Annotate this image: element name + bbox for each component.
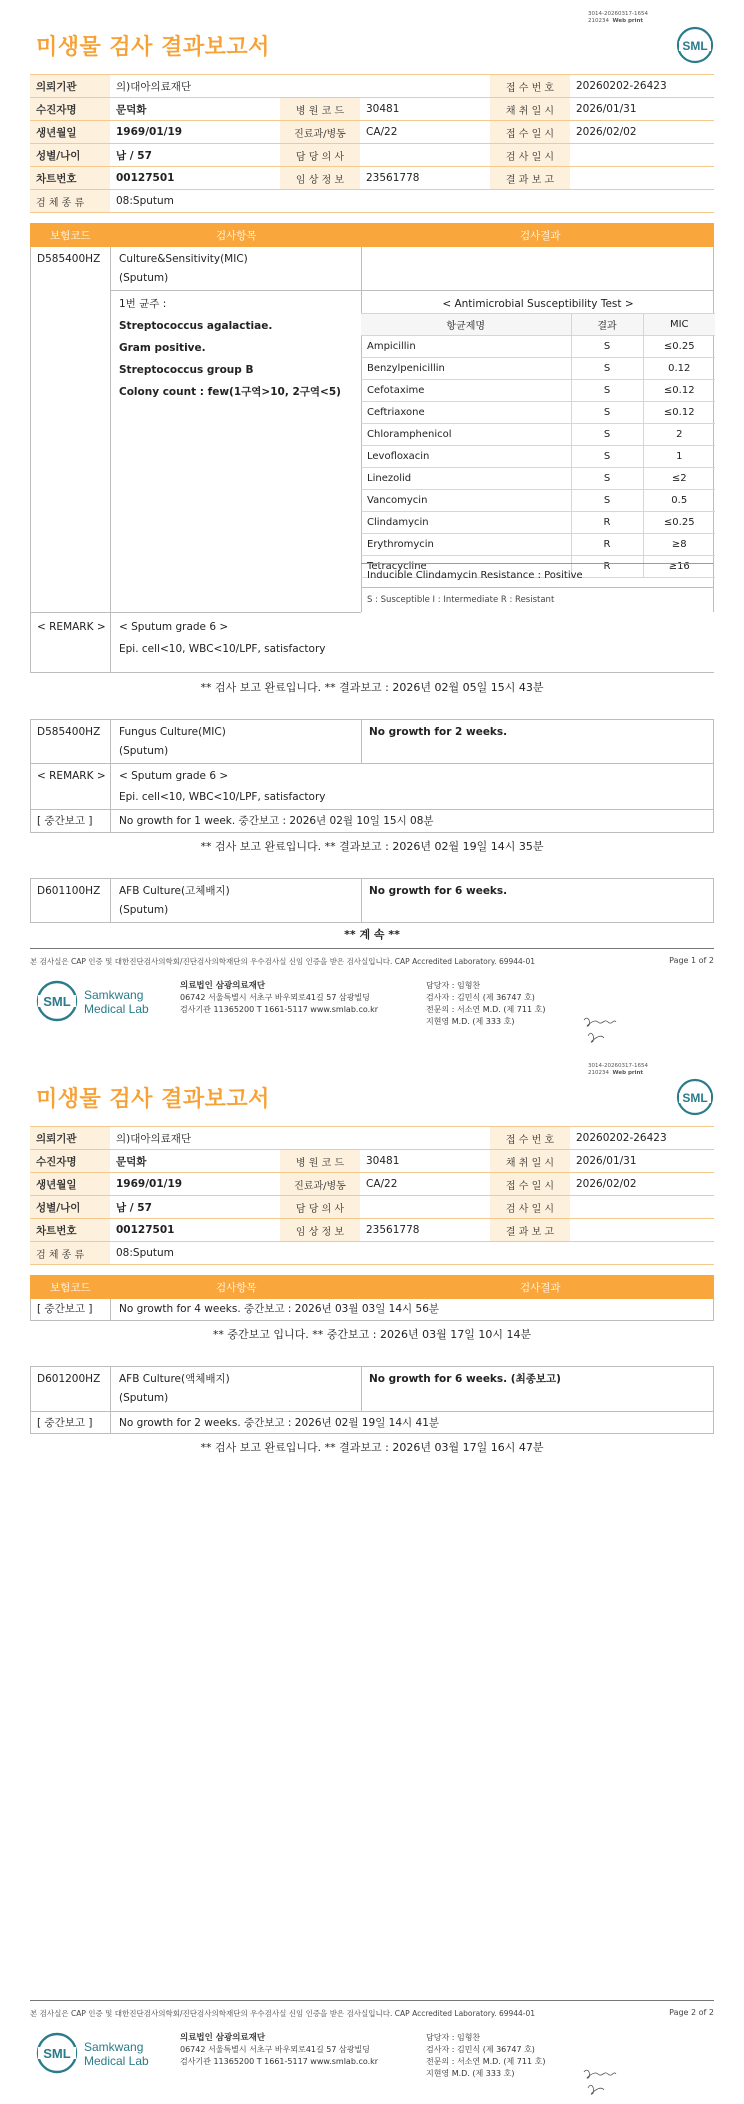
- stamp-id-2: 3014-20260317-1654: [588, 1063, 648, 1069]
- value-hospital: 의)대아의료재단: [110, 75, 490, 98]
- drug-name: Erythromycin: [361, 534, 571, 556]
- culture-remark-1: < Sputum grade 6 >: [119, 621, 229, 633]
- staff-charge: 담당자 : 임형찬: [426, 981, 481, 990]
- value-dob-2: 1969/01/19: [110, 1173, 280, 1196]
- fungus-specimen: (Sputum): [119, 745, 169, 757]
- footer-logo-name1: Samkwang: [84, 988, 144, 1002]
- fungus-name: Fungus Culture(MIC): [119, 726, 226, 738]
- afb-liquid-interim-label: [ 중간보고 ]: [37, 1417, 93, 1429]
- afb-solid-block: [30, 878, 714, 923]
- value-chart-2: 00127501: [110, 1219, 280, 1242]
- drug-name: Ceftriaxone: [361, 402, 571, 424]
- drug-name: Vancomycin: [361, 490, 571, 512]
- afb-solid-interim-block: [30, 1299, 714, 1321]
- value-recv-no: 20260202-26423: [570, 75, 714, 98]
- label-hospital-2: 의뢰기관: [30, 1127, 110, 1150]
- value-sex-2: 남 / 57: [110, 1196, 280, 1219]
- label-test-date-2: 검 사 일 시: [490, 1196, 570, 1219]
- stamp-code: 210234: [588, 18, 610, 24]
- culture-done: ** 검사 보고 완료입니다. ** 결과보고 : 2026년 02월 05일 15시 43분: [200, 681, 544, 694]
- label-test-date: 검 사 일 시: [490, 144, 570, 167]
- drug-mic: ≤2: [643, 468, 715, 490]
- drug-result: S: [571, 446, 643, 468]
- label-recv-date-2: 접 수 일 시: [490, 1173, 570, 1196]
- value-dept: CA/22: [360, 121, 490, 144]
- organism-gram: Gram positive.: [119, 342, 206, 354]
- signature-icon-2: [580, 2062, 620, 2098]
- drug-result: S: [571, 424, 643, 446]
- footer-logo-mark-2: SML: [43, 2046, 71, 2061]
- drug-result: S: [571, 336, 643, 358]
- value-dob: 1969/01/19: [110, 121, 280, 144]
- drug-name: Tetracycline: [361, 556, 571, 578]
- footer-logo-name2: Medical Lab: [84, 1002, 149, 1016]
- sml-logo-text-2: SML: [682, 1091, 708, 1105]
- value-recv-date: 2026/02/02: [570, 121, 714, 144]
- label-specimen: 검 체 종 류: [30, 190, 110, 213]
- afb-solid-name: AFB Culture(고체배지): [119, 885, 230, 897]
- drug-result: R: [571, 556, 643, 578]
- drug-result: R: [571, 512, 643, 534]
- label-dept-2: 진료과/병동: [280, 1173, 360, 1196]
- value-chart: 00127501: [110, 167, 280, 190]
- sml-logo-icon-2: [676, 1078, 714, 1116]
- label-clinical: 임 상 정 보: [280, 167, 360, 190]
- value-clinical: 23561778: [360, 167, 490, 190]
- value-specimen-2: 08:Sputum: [110, 1242, 714, 1265]
- footer-logo-name1-2: Samkwang: [84, 2040, 144, 2054]
- report-page-2: [0, 1052, 744, 2104]
- drug-row: [361, 424, 715, 446]
- stamp-web-print: Web print: [612, 18, 644, 24]
- print-stamp-2: [588, 1063, 648, 1077]
- value-report: [570, 167, 714, 190]
- stamp-code-2: 210234: [588, 1070, 610, 1076]
- drug-row: [361, 358, 715, 380]
- label-collect-2: 채 취 일 시: [490, 1150, 570, 1173]
- drug-mic: ≥16: [643, 556, 715, 578]
- label-name-2: 수진자명: [30, 1150, 110, 1173]
- drug-result: S: [571, 358, 643, 380]
- value-hosp-code: 30481: [360, 98, 490, 121]
- fungus-code: D585400HZ: [37, 726, 101, 738]
- label-dob-2: 생년월일: [30, 1173, 110, 1196]
- drug-name: Ampicillin: [361, 336, 571, 358]
- header-code: 보험코드: [50, 230, 91, 242]
- stamp-web-print-2: Web print: [612, 1070, 644, 1076]
- page-title-2: 미생물 검사 결과보고서: [36, 1087, 270, 1112]
- p2-interim: No growth for 4 weeks. 중간보고 : 2026년 03월 03일 14시 56분: [119, 1303, 440, 1315]
- staff-charge-2: 담당자 : 임형찬: [426, 2033, 481, 2042]
- label-sex: 성별/나이: [30, 144, 110, 167]
- drug-row: [361, 380, 715, 402]
- label-chart-2: 차트번호: [30, 1219, 110, 1242]
- footer-note-2: 본 검사실은 CAP 인증 및 대한진단검사의학회/진단검사의학재단의 우수검사실 신임 인증을 받은 검사실입니다. CAP Accredited Laboratory. 69944-01: [30, 2009, 536, 2018]
- drug-mic: ≥8: [643, 534, 715, 556]
- culture-name: Culture&Sensitivity(MIC): [119, 253, 248, 265]
- header-item-2: 검사항목: [216, 1282, 257, 1294]
- drug-row: [361, 402, 715, 424]
- footer-org-no: 검사기관 11365200 T 1661-5117 www.smlab.co.kr: [180, 1005, 379, 1014]
- afb-liquid-interim: No growth for 2 weeks. 중간보고 : 2026년 02월 19일 14시 41분: [119, 1417, 440, 1429]
- organism-name: Streptococcus agalactiae.: [119, 320, 273, 332]
- drug-row: [361, 336, 715, 358]
- drug-result: S: [571, 380, 643, 402]
- footer-logo-icon-2: [36, 2030, 156, 2076]
- footer-address: [180, 980, 378, 1016]
- patient-info-table: [30, 74, 714, 213]
- culture-code: D585400HZ: [37, 253, 101, 265]
- value-dept-2: CA/22: [360, 1173, 490, 1196]
- drug-name: Clindamycin: [361, 512, 571, 534]
- p2-interim-done: ** 중간보고 입니다. ** 중간보고 : 2026년 03월 17일 10시 14분: [212, 1328, 532, 1341]
- sir-legend: S : Susceptible I : Intermediate R : Resistant: [367, 595, 555, 605]
- sml-logo-text: SML: [682, 39, 708, 53]
- drug-mic: ≤0.25: [643, 336, 715, 358]
- afb-solid-specimen: (Sputum): [119, 904, 169, 916]
- signature-icon: [580, 1010, 620, 1046]
- afb-liquid-result: No growth for 6 weeks. (최종보고): [369, 1373, 561, 1385]
- value-collect: 2026/01/31: [570, 98, 714, 121]
- culture-block: [30, 247, 714, 673]
- label-doctor-2: 담 당 의 사: [280, 1196, 360, 1219]
- label-hosp-code: 병 원 코 드: [280, 98, 360, 121]
- drug-row: [361, 490, 715, 512]
- header-item: 검사항목: [216, 230, 257, 242]
- value-test-date-2: [570, 1196, 714, 1219]
- drug-mic: 0.12: [643, 358, 715, 380]
- drug-mic: 2: [643, 424, 715, 446]
- drug-mic: 1: [643, 446, 715, 468]
- label-dob: 생년월일: [30, 121, 110, 144]
- label-report-2: 결 과 보 고: [490, 1219, 570, 1242]
- value-doctor-2: [360, 1196, 490, 1219]
- value-recv-date-2: 2026/02/02: [570, 1173, 714, 1196]
- drug-mic: 0.5: [643, 490, 715, 512]
- drug-name: Chloramphenicol: [361, 424, 571, 446]
- afb-liquid-code: D601200HZ: [37, 1373, 101, 1385]
- value-report-2: [570, 1219, 714, 1242]
- value-test-date: [570, 144, 714, 167]
- label-specimen-2: 검 체 종 류: [30, 1242, 110, 1265]
- footer-logo-mark: SML: [43, 994, 71, 1009]
- culture-remark-label: < REMARK >: [37, 621, 106, 633]
- footer-logo-icon: [36, 978, 156, 1024]
- value-sex: 남 / 57: [110, 144, 280, 167]
- staff-tester-2: 검사자 : 김민식 (제 36747 호): [426, 2045, 535, 2054]
- fungus-remark-label: < REMARK >: [37, 770, 106, 782]
- value-name: 문덕화: [110, 98, 280, 121]
- footer-org-no-2: 검사기관 11365200 T 1661-5117 www.smlab.co.kr: [180, 2057, 379, 2066]
- header-result-2: 검사결과: [520, 1282, 561, 1294]
- afb-liquid-done: ** 검사 보고 완료입니다. ** 결과보고 : 2026년 03월 17일 16시 47분: [200, 1441, 544, 1454]
- fungus-remark-2: Epi. cell<10, WBC<10/LPF, satisfactory: [119, 791, 326, 803]
- fungus-interim-label: [ 중간보고 ]: [37, 815, 93, 827]
- value-specimen: 08:Sputum: [110, 190, 714, 213]
- staff-specialist-2: 지현영 M.D. (제 333 호): [426, 1017, 515, 1026]
- sml-logo-icon: [676, 26, 714, 64]
- label-clinical-2: 임 상 정 보: [280, 1219, 360, 1242]
- susceptibility-table: [361, 313, 715, 578]
- label-collect: 채 취 일 시: [490, 98, 570, 121]
- col-drug: 항균제명: [361, 314, 571, 336]
- ast-title: < Antimicrobial Susceptibility Test >: [442, 298, 634, 310]
- label-chart: 차트번호: [30, 167, 110, 190]
- footer-addr: 06742 서울특별시 서초구 바우뫼로41길 57 삼광빌딩: [180, 993, 370, 1002]
- colony-count: Colony count : few(1구역>10, 2구역<5): [119, 386, 341, 398]
- drug-mic: ≤0.25: [643, 512, 715, 534]
- label-recv-no: 접 수 번 호: [490, 75, 570, 98]
- organism-no: 1번 균주 :: [119, 298, 167, 310]
- print-stamp: [588, 11, 648, 25]
- footer-staff-2: [426, 2032, 545, 2080]
- value-hospital-2: 의)대아의료재단: [110, 1127, 490, 1150]
- footer-org: 의료법인 삼광의료재단: [180, 981, 266, 991]
- drug-name: Cefotaxime: [361, 380, 571, 402]
- drug-name: Levofloxacin: [361, 446, 571, 468]
- label-recv-date: 접 수 일 시: [490, 121, 570, 144]
- col-result: 결과: [571, 314, 643, 336]
- drug-result: R: [571, 534, 643, 556]
- afb-liquid-name: AFB Culture(액체배지): [119, 1373, 230, 1385]
- continued-text: ** 계 속 **: [344, 928, 400, 941]
- drug-result: S: [571, 402, 643, 424]
- staff-tester: 검사자 : 김민식 (제 36747 호): [426, 993, 535, 1002]
- label-name: 수진자명: [30, 98, 110, 121]
- afb-solid-code: D601100HZ: [37, 885, 101, 897]
- fungus-result: No growth for 2 weeks.: [369, 726, 508, 738]
- drug-row: [361, 534, 715, 556]
- culture-specimen: (Sputum): [119, 272, 169, 284]
- staff-specialist-1-2: 전문의 : 서소연 M.D. (제 711 호): [426, 2057, 546, 2066]
- footer-addr-2: 06742 서울특별시 서초구 바우뫼로41길 57 삼광빌딩: [180, 2045, 370, 2054]
- footer-note: 본 검사실은 CAP 인증 및 대한진단검사의학회/진단검사의학재단의 우수검사실 신임 인증을 받은 검사실입니다. CAP Accredited Laboratory. 69944-01: [30, 957, 536, 966]
- label-hospital: 의뢰기관: [30, 75, 110, 98]
- drug-mic: ≤0.12: [643, 402, 715, 424]
- col-mic: MIC: [643, 314, 715, 336]
- result-header-bar-2: [30, 1275, 714, 1299]
- label-hosp-code-2: 병 원 코 드: [280, 1150, 360, 1173]
- header-code-2: 보험코드: [50, 1282, 91, 1294]
- value-doctor: [360, 144, 490, 167]
- label-sex-2: 성별/나이: [30, 1196, 110, 1219]
- drug-result: S: [571, 490, 643, 512]
- page-title: 미생물 검사 결과보고서: [36, 35, 270, 60]
- p2-interim-label: [ 중간보고 ]: [37, 1303, 93, 1315]
- footer-org-2: 의료법인 삼광의료재단: [180, 2033, 266, 2043]
- label-doctor: 담 당 의 사: [280, 144, 360, 167]
- stamp-id: 3014-20260317-1654: [588, 11, 648, 17]
- label-report: 결 과 보 고: [490, 167, 570, 190]
- label-recv-no-2: 접 수 번 호: [490, 1127, 570, 1150]
- drug-row: [361, 446, 715, 468]
- value-name-2: 문덕화: [110, 1150, 280, 1173]
- fungus-interim: No growth for 1 week. 중간보고 : 2026년 02월 10일 15시 08분: [119, 815, 434, 827]
- value-recv-no-2: 20260202-26423: [570, 1127, 714, 1150]
- drug-name: Linezolid: [361, 468, 571, 490]
- footer-staff: [426, 980, 545, 1028]
- result-header-bar: [30, 223, 714, 247]
- culture-remark-2: Epi. cell<10, WBC<10/LPF, satisfactory: [119, 643, 326, 655]
- fungus-done: ** 검사 보고 완료입니다. ** 결과보고 : 2026년 02월 19일 14시 35분: [200, 840, 544, 853]
- footer-address-2: [180, 2032, 378, 2068]
- footer-logo-name2-2: Medical Lab: [84, 2054, 149, 2068]
- value-hosp-code-2: 30481: [360, 1150, 490, 1173]
- drug-name: Benzylpenicillin: [361, 358, 571, 380]
- drug-row: [361, 468, 715, 490]
- staff-specialist-1: 전문의 : 서소연 M.D. (제 711 호): [426, 1005, 546, 1014]
- footer-divider-2: [30, 2000, 714, 2001]
- page-number: Page 1 of 2: [669, 956, 714, 965]
- footer-divider: [30, 948, 714, 949]
- value-collect-2: 2026/01/31: [570, 1150, 714, 1173]
- fungus-remark-1: < Sputum grade 6 >: [119, 770, 229, 782]
- afb-liquid-block: [30, 1366, 714, 1434]
- organism-group: Streptococcus group B: [119, 364, 254, 376]
- afb-liquid-specimen: (Sputum): [119, 1392, 169, 1404]
- label-dept: 진료과/병동: [280, 121, 360, 144]
- afb-solid-result: No growth for 6 weeks.: [369, 885, 508, 897]
- drug-row: [361, 512, 715, 534]
- page-number-2: Page 2 of 2: [669, 2008, 714, 2017]
- value-clinical-2: 23561778: [360, 1219, 490, 1242]
- fungus-block: [30, 719, 714, 833]
- staff-specialist-2-2: 지현영 M.D. (제 333 호): [426, 2069, 515, 2078]
- patient-info-table-2: [30, 1126, 714, 1265]
- drug-mic: ≤0.12: [643, 380, 715, 402]
- drug-result: S: [571, 468, 643, 490]
- header-result: 검사결과: [520, 230, 561, 242]
- icr-result: Inducible Clindamycin Resistance : Positive: [367, 570, 583, 581]
